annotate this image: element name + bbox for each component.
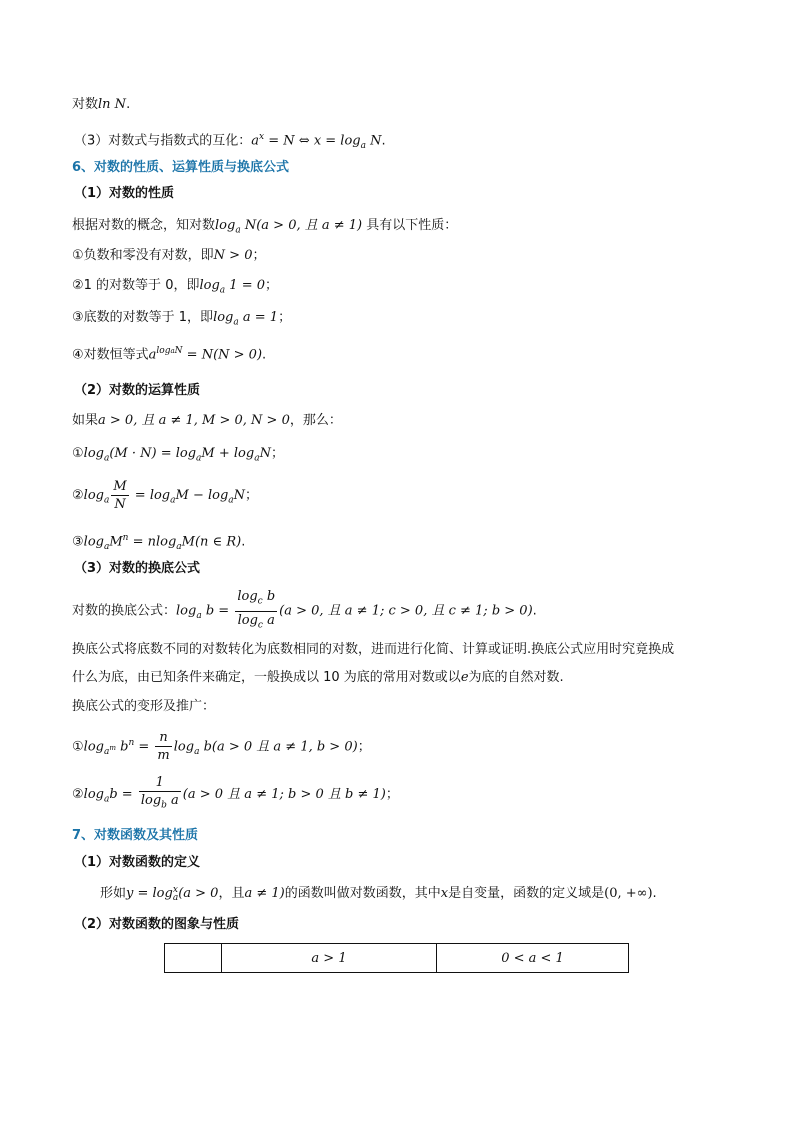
property-1: ①负数和零没有对数，即N > 0；	[72, 248, 266, 263]
subheading-6-3: （3）对数的换底公式	[74, 561, 201, 576]
line-log-properties-intro: 根据对数的概念，知对数$\log_a N(a > 0$, 且 a ≠ 1) 具有以下性质：	[72, 218, 458, 236]
fraction-change-of-base: $\frac{\log_c b}{\log_c a}$	[237, 589, 276, 631]
section-heading-6: 6、对数的性质、运算性质与换底公式	[72, 160, 290, 175]
log-function-definition: 形如y = log x a (a > 0，且a ≠ 1)的函数叫做对数函数，其中x是自变量，函数的定义域是(0, +∞).	[100, 884, 657, 903]
operation-2: $②\log_a$ $\frac{M}{N}$ = $\log_aM - \log_aN$；	[72, 479, 259, 512]
line-log-exp-conversion: （3）对数式与指数式的互化：$a^x = N$ ⇔ $x = \log_a N$.	[74, 132, 386, 151]
change-of-base-formula: 对数的换底公式：$\log_a b$ = $\frac{\log_c b}{\log_c a}$ (a > 0, 且 a ≠ 1; c > 0, 且 c ≠ 1; b > 0).	[72, 588, 537, 635]
fraction-n-over-m: $\frac{n}{m}$	[157, 730, 170, 764]
section-heading-7: 7、对数函数及其性质	[72, 828, 199, 843]
property-2: ②1 的对数等于 0，即$\log_a 1 = 0$；	[72, 278, 279, 296]
operation-1: $①\log_a(M \cdot N) = \log_aM + \log_aN$；	[72, 446, 284, 464]
generalization-1: $①\log_{a^m}$ $b^n$ = $\frac{n}{m}$ $\log_a b(a > 0$ 且 a ≠ 1, b > 0)；	[72, 730, 371, 764]
subheading-6-2: （2）对数的运算性质	[74, 383, 201, 398]
property-3: ③底数的对数等于 1，即$\log_a a = 1$；	[72, 310, 292, 328]
subheading-6-1: （1）对数的性质	[74, 186, 175, 201]
fraction-M-over-N: $\frac{M}{N}$	[113, 479, 127, 512]
table-header-a-gt-1: a > 1	[222, 944, 437, 973]
generalization-2: $②\log_ab$ = $\frac{1}{\log_b a}$ (a > 0 且 a ≠ 1; b > 0 且 b ≠ 1)；	[72, 774, 399, 818]
log-function-table	[164, 943, 629, 973]
subheading-7-2: （2）对数函数的图象与性质	[74, 917, 240, 932]
paragraph-line-3: 换底公式的变形及推广：	[72, 699, 216, 714]
operation-3: $③\log_aM^n = nlog_aM(n$ ∈ R).	[72, 533, 246, 552]
line-operation-condition: 如果a > 0, 且 a ≠ 1, M > 0, N > 0，那么：	[72, 413, 342, 428]
table-header-a-between-0-1: 0 < a < 1	[437, 944, 629, 973]
subheading-7-1: （1）对数函数的定义	[74, 855, 201, 870]
table-row	[165, 944, 629, 973]
property-4: ④对数恒等式$a^{logaN} = N(N > 0)$.	[72, 346, 267, 363]
line-ln-N: 对数ln N.	[72, 97, 131, 112]
paragraph-line-2: 什么为底，由已知条件来确定，一般换成以 10 为底的常用对数或以e为底的自然对数.	[72, 670, 564, 685]
table-cell-empty	[165, 944, 222, 973]
paragraph-line-1: 换底公式将底数不同的对数转化为底数相同的对数，进而进行化简、计算或证明.换底公式应用时究竟换成	[72, 642, 675, 657]
fraction-one-over-log: $\frac{1}{\log_b a}$	[140, 775, 179, 811]
